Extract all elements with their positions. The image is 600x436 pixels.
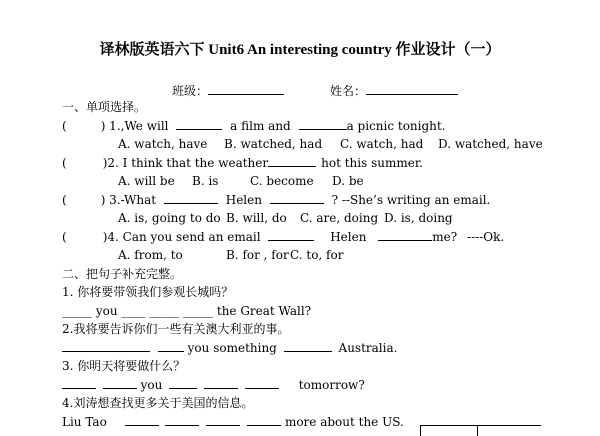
q2-option-b: B. is — [192, 174, 219, 188]
q1-option-c: C. watch, had — [340, 137, 424, 151]
s2-blank-1[interactable] — [62, 341, 150, 352]
name-blank[interactable] — [366, 84, 458, 95]
q2-option-d: D. be — [332, 174, 364, 188]
q4-text: )4. Can you send an email — [102, 230, 261, 244]
s1-blank-1[interactable]: _____ — [62, 304, 92, 318]
sentence-1-english — [62, 304, 311, 318]
sentence-4-chinese: 4.刘涛想查找更多关于美国的信息。 — [62, 396, 254, 410]
q3-blank-1[interactable] — [164, 193, 218, 204]
q3-option-d: D. is, doing — [384, 211, 453, 225]
q2-option-a: A. will be — [118, 174, 175, 188]
s3-blank-2[interactable] — [103, 378, 137, 389]
s1-blank-2[interactable]: ____ — [121, 304, 146, 318]
s3-blank-3[interactable] — [169, 378, 197, 389]
class-blank[interactable] — [208, 84, 284, 95]
q1-end: a picnic tonight. — [346, 119, 446, 133]
q2-paren: ( — [62, 156, 67, 170]
s4-blank-4[interactable] — [247, 415, 281, 426]
q2-option-c: C. become — [250, 174, 314, 188]
q3-option-c: C. are, doing — [300, 211, 379, 225]
s2-blank-3[interactable] — [284, 341, 332, 352]
s2-blank-2[interactable] — [158, 341, 184, 352]
s3-blank-5[interactable] — [245, 378, 279, 389]
s3-blank-4[interactable] — [204, 378, 238, 389]
q3-option-b: B. will, do — [226, 211, 287, 225]
class-field — [172, 82, 284, 99]
s2-end: Australia. — [338, 341, 398, 355]
q1-option-b: B. watched, had — [224, 137, 323, 151]
q2-end: hot this summer. — [321, 156, 424, 170]
sentence-3-english — [62, 378, 365, 392]
q1-blank-2[interactable] — [299, 119, 347, 130]
name-label: 姓名： — [330, 84, 367, 98]
q3-end: ? --She’s writing an email. — [331, 193, 491, 207]
q4-option-a: A. from, to — [118, 248, 183, 262]
question-4 — [62, 230, 504, 244]
q3-blank-2[interactable] — [270, 193, 324, 204]
s1-end: the Great Wall? — [216, 304, 312, 318]
q1-option-d: D. watched, have — [438, 137, 543, 151]
worksheet-title: 译林版英语六下 Unit6 An interesting country 作业设计（一） — [99, 42, 501, 58]
s2-mid: you something — [187, 341, 277, 355]
name-field — [330, 82, 458, 99]
q3-options — [118, 211, 453, 225]
q4-end: me? — [432, 230, 458, 244]
q1-mid: a film and — [230, 119, 291, 133]
question-2 — [62, 156, 423, 170]
q1-paren: ( — [62, 119, 67, 133]
s3-end: tomorrow? — [298, 378, 365, 392]
q4-option-b: B. for , for — [226, 248, 289, 262]
q2-options — [118, 174, 364, 188]
q1-text: ) 1.,We will — [100, 119, 169, 133]
q4-blank-1[interactable] — [268, 230, 314, 241]
q4-options — [118, 248, 343, 262]
q1-option-a: A. watch, have — [118, 137, 208, 151]
q1-blank-1[interactable] — [176, 119, 222, 130]
sentence-3-chinese: 3. 你明天将要做什么？ — [62, 359, 186, 373]
q3-text: ) 3.-What — [100, 193, 157, 207]
section1-heading: 一、单项选择。 — [62, 100, 147, 114]
class-label: 班级： — [172, 84, 209, 98]
s4-blank-2[interactable] — [165, 415, 199, 426]
q2-blank[interactable] — [268, 156, 316, 167]
s4-blank-3[interactable] — [206, 415, 240, 426]
sentence-2-chinese: 2.我将要告诉你们一些有关澳大利亚的事。 — [62, 322, 290, 336]
question-3 — [62, 193, 490, 207]
q4-mid: Helen — [330, 230, 367, 244]
q4-blank-2[interactable] — [378, 230, 432, 241]
q3-paren: ( — [62, 193, 67, 207]
q4-answer: ----Ok. — [467, 230, 505, 244]
q2-text: )2. I think that the weather — [102, 156, 269, 170]
section2-heading: 二、把句子补充完整。 — [62, 267, 183, 281]
s1-blank-4[interactable]: _____ — [183, 304, 214, 318]
sentence-2-english — [62, 341, 397, 355]
s4-start: Liu Tao — [62, 415, 107, 429]
sentence-4-english — [62, 415, 404, 429]
q4-option-c: C. to, for — [290, 248, 344, 262]
s4-blank-1[interactable] — [125, 415, 159, 426]
question-1 — [62, 119, 446, 133]
s1-blank-3[interactable]: _____ — [149, 304, 180, 318]
q4-paren: ( — [62, 230, 67, 244]
sentence-1-chinese: 1. 你将要带领我们参观长城吗？ — [62, 285, 234, 299]
q3-mid: Helen — [225, 193, 262, 207]
q3-option-a: A. is, going to do — [118, 211, 221, 225]
s3-mid: you — [140, 378, 163, 392]
q1-options — [118, 137, 543, 151]
s3-blank-1[interactable] — [62, 378, 96, 389]
s4-end: more about the US. — [284, 415, 404, 429]
s1-word-you: you — [95, 304, 118, 318]
